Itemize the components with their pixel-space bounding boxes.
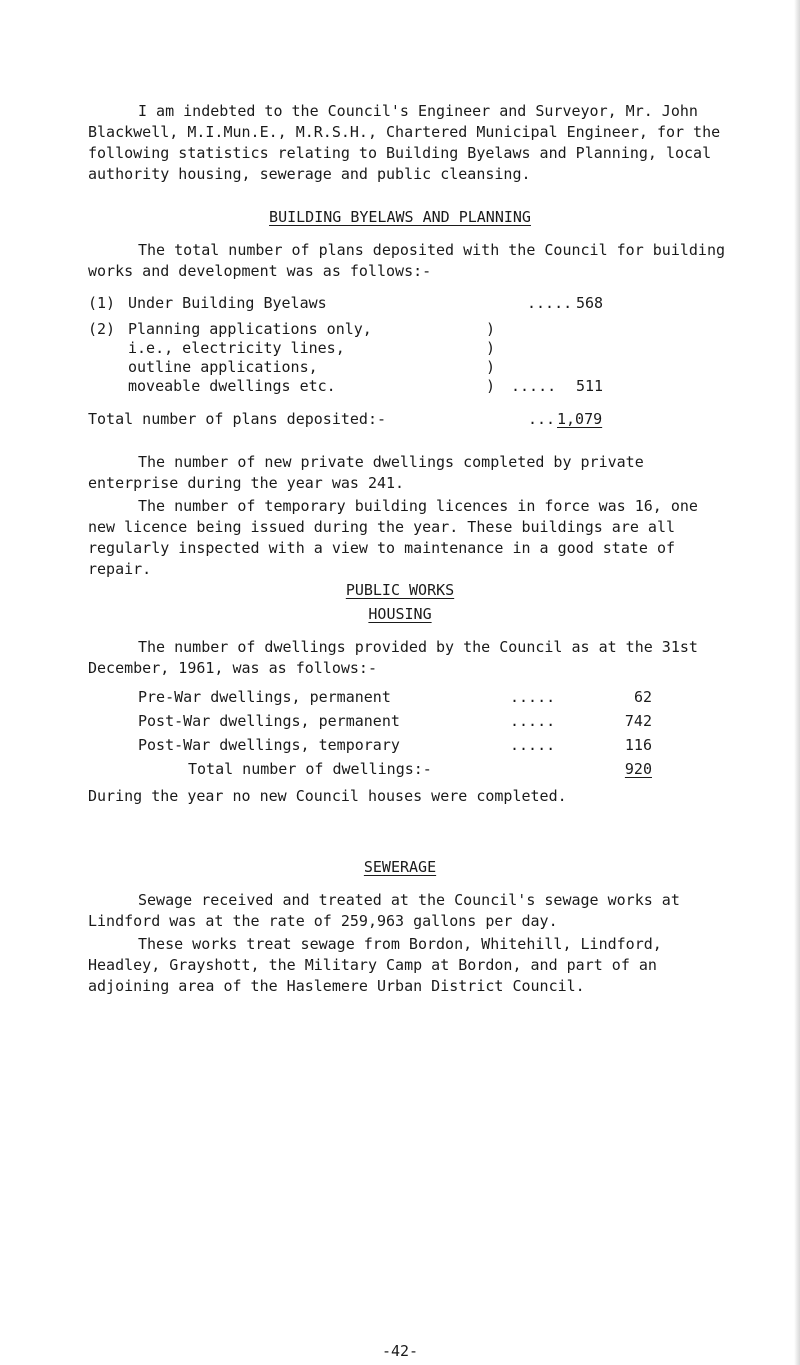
private-dwellings-paragraph: The number of new private dwellings completed by private enterprise during the year was 241. xyxy=(88,453,644,492)
housing-label: Post-War dwellings, temporary xyxy=(138,736,400,754)
housing-paragraph: The number of dwellings provided by the Council as at the 31st December, 1961, was as follows:- xyxy=(88,638,698,677)
housing-value: 742 xyxy=(624,712,652,730)
item-value: 568 xyxy=(576,294,604,312)
plans-total-row xyxy=(0,410,800,430)
housing-label: Post-War dwellings, permanent xyxy=(138,712,400,730)
housing-value: 116 xyxy=(624,736,652,754)
item-label-line: moveable dwellings etc. xyxy=(128,377,336,395)
page-number: -42- xyxy=(381,1342,419,1360)
housing-dots: ..... xyxy=(510,688,556,706)
item-number: (1) xyxy=(88,294,116,312)
item-dots: ..... xyxy=(511,377,557,395)
total-label: Total number of plans deposited:- xyxy=(88,410,387,428)
total-value: 1,079 xyxy=(557,410,603,428)
intro-paragraph: I am indebted to the Council's Engineer and Surveyor, Mr. John Blackwell, M.I.Mun.E., M.R.S.H., Chartered Municipal Engineer, for the following statistics relating to Building Byelaws and Planning, local authority housing, sewerage and public cleansing. xyxy=(88,102,721,183)
plans-row-planning-1 xyxy=(0,320,800,340)
public-works-heading: PUBLIC WORKS xyxy=(345,581,455,599)
sewage-rate-paragraph: Sewage received and treated at the Council's sewage works at Lindford was at the rate of 259,963 gallons per day. xyxy=(88,891,680,930)
housing-dots: ..... xyxy=(510,712,556,730)
item-value: 511 xyxy=(576,377,604,395)
plans-row-planning-3 xyxy=(0,358,800,378)
plans-row-planning-4 xyxy=(0,377,800,397)
licences-paragraph: The number of temporary building licences in force was 16, one new licence being issued during the year. These buildings are all regularly inspected with a view to maintenance in a good state of repair. xyxy=(88,497,698,578)
item-dots: ..... xyxy=(527,294,573,312)
item-label-line: Planning applications only, xyxy=(128,320,372,338)
housing-total-value: 920 xyxy=(624,760,652,778)
item-label-line: outline applications, xyxy=(128,358,318,376)
housing-row xyxy=(0,712,800,732)
housing-heading: HOUSING xyxy=(368,605,432,623)
plans-row-byelaws xyxy=(0,294,800,314)
sewerage-heading: SEWERAGE xyxy=(363,858,437,876)
housing-total-row xyxy=(0,760,800,780)
brace-mark: ) xyxy=(486,339,496,357)
item-label-line: i.e., electricity lines, xyxy=(128,339,345,357)
item-label: Under Building Byelaws xyxy=(128,294,327,312)
total-dots: ... xyxy=(528,410,556,428)
brace-mark: ) xyxy=(486,377,496,395)
housing-row xyxy=(0,688,800,708)
housing-row xyxy=(0,736,800,756)
building-heading: BUILDING BYELAWS AND PLANNING xyxy=(269,208,531,226)
item-number: (2) xyxy=(88,320,116,338)
plans-paragraph: The total number of plans deposited with the Council for building works and development was as follows:- xyxy=(88,241,725,280)
housing-total-label: Total number of dwellings:- xyxy=(188,760,432,778)
brace-mark: ) xyxy=(486,320,496,338)
brace-mark: ) xyxy=(486,358,496,376)
plans-row-planning-2 xyxy=(0,339,800,359)
no-new-houses-paragraph: During the year no new Council houses were completed. xyxy=(88,787,567,805)
sewage-works-paragraph: These works treat sewage from Bordon, Whitehill, Lindford, Headley, Grayshott, the Military Camp at Bordon, and part of an adjoining area of the Haslemere Urban District Council. xyxy=(88,935,662,995)
page-edge-shadow xyxy=(794,0,800,1365)
housing-dots: ..... xyxy=(510,736,556,754)
housing-value: 62 xyxy=(633,688,652,706)
housing-label: Pre-War dwellings, permanent xyxy=(138,688,391,706)
